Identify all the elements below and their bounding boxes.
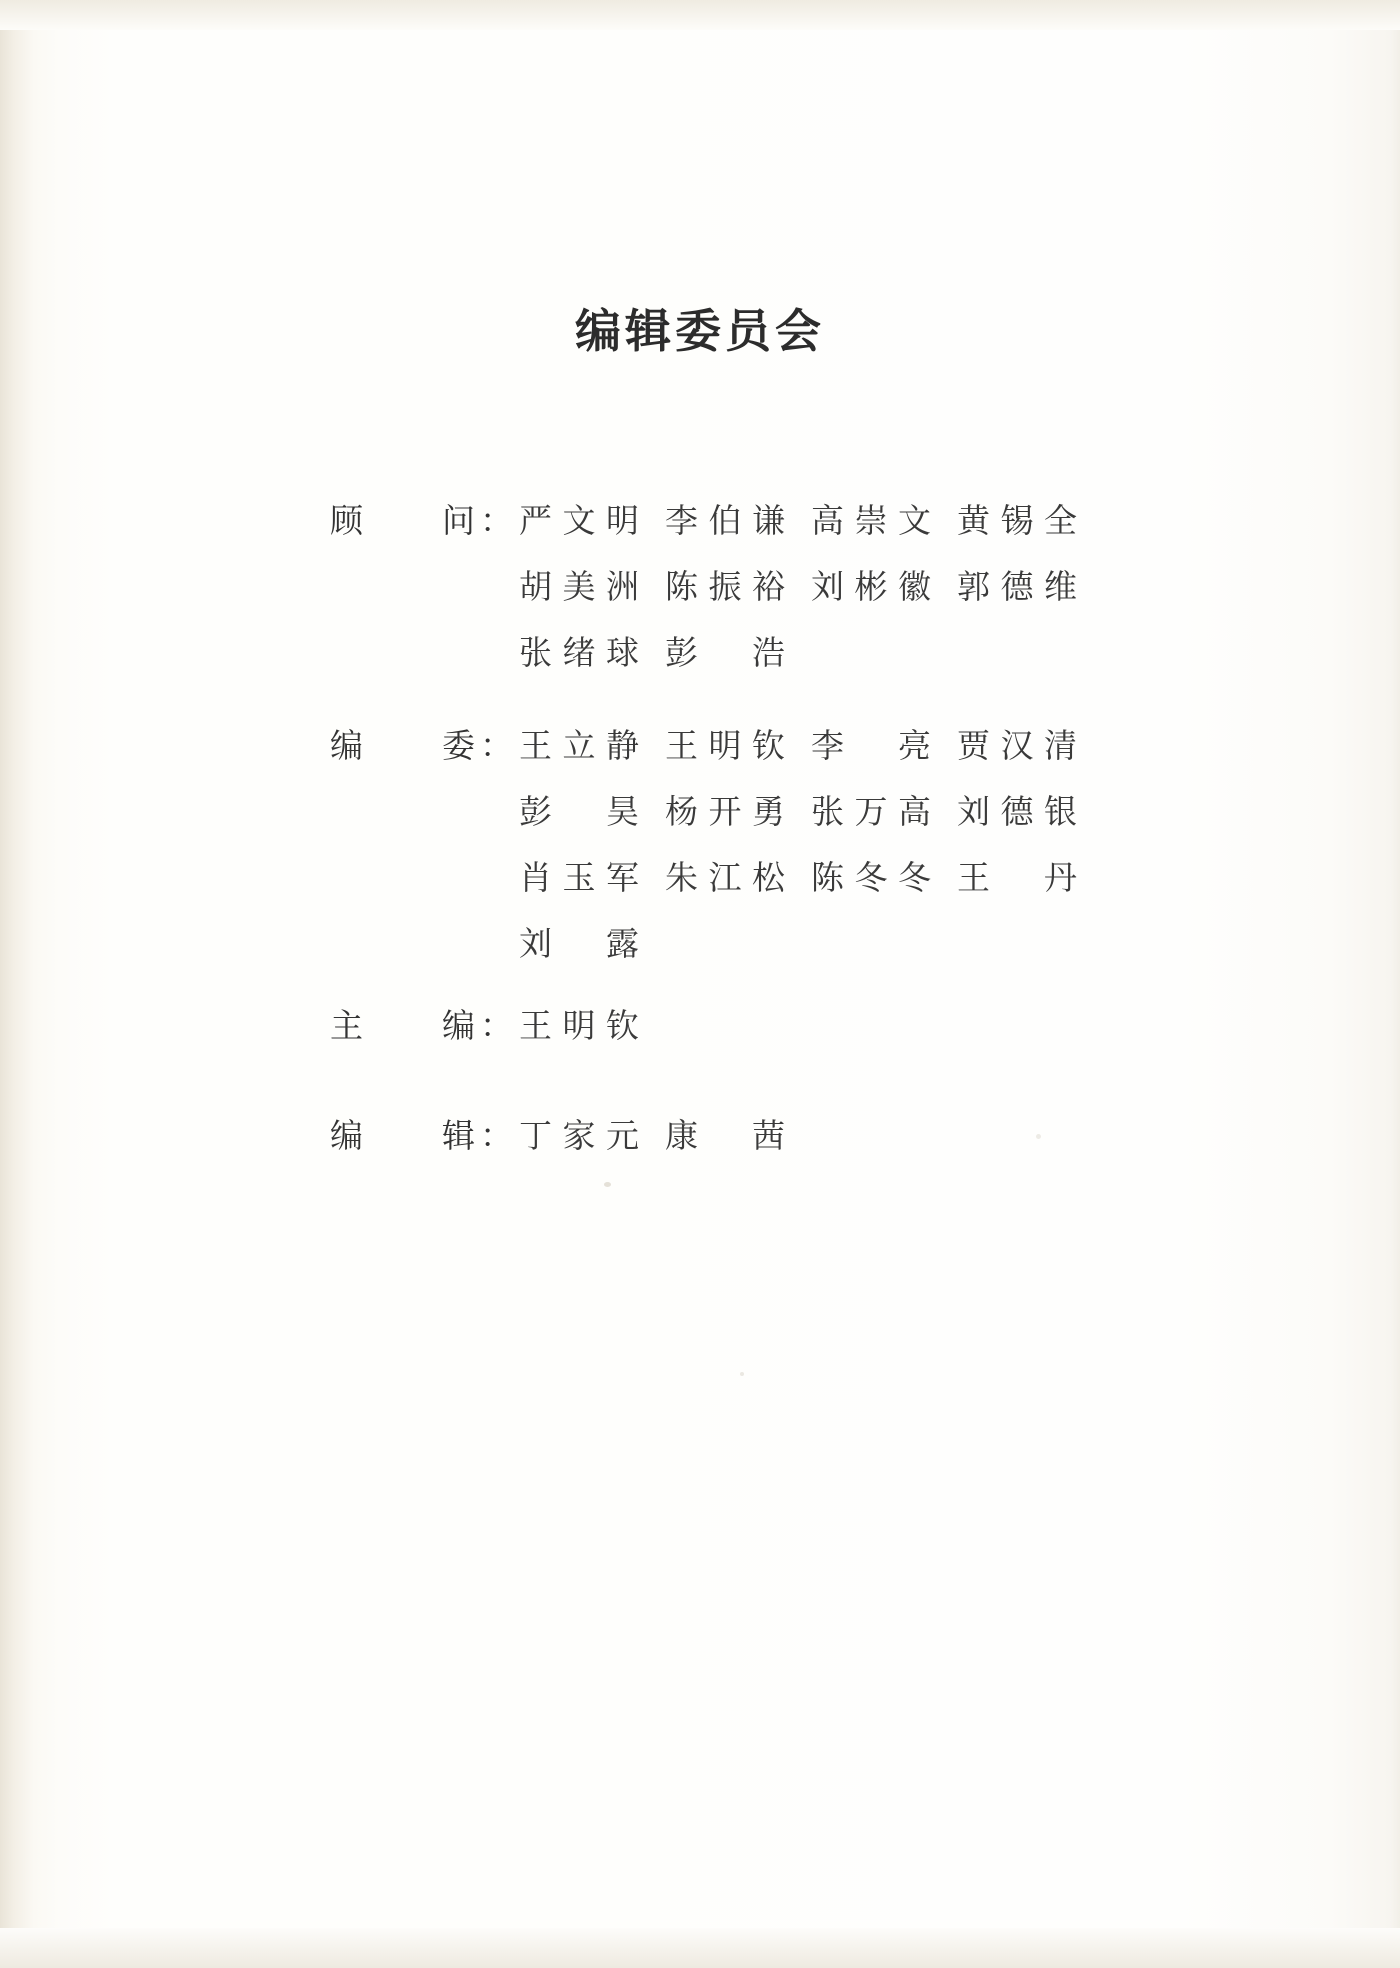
person-name: 杨开勇: [665, 792, 785, 831]
person-name: 彭昊: [519, 792, 639, 831]
section-colon-advisors: ：: [480, 501, 513, 540]
person-name: 彭浩: [665, 633, 785, 672]
section-editorial-board: [330, 720, 1077, 965]
person-name: 高崇文: [811, 501, 931, 540]
section-editors: [330, 1110, 785, 1157]
section-names-editorial-board: [519, 720, 1077, 965]
person-name: 康茜: [665, 1116, 785, 1155]
section-colon-chief-editor: ：: [480, 1006, 513, 1045]
section-label-chief-editor: 主编: [330, 1006, 476, 1045]
person-name: 黄锡全: [957, 501, 1077, 540]
person-name: 张万高: [811, 792, 931, 831]
person-name: 王明钦: [665, 726, 785, 765]
name-row: [519, 852, 1077, 899]
person-name: 王明钦: [519, 1006, 639, 1045]
name-row: [519, 918, 1077, 965]
section-names-advisors: [519, 495, 1077, 674]
section-label-editorial-board: 编委: [330, 726, 476, 765]
person-name: 贾汉清: [957, 726, 1077, 765]
page-title: 编辑委员会: [575, 304, 825, 358]
section-chief-editor: [330, 1000, 639, 1047]
person-name: 陈冬冬: [811, 858, 931, 897]
person-name: 刘彬徽: [811, 567, 931, 606]
person-name: 刘露: [519, 924, 639, 963]
section-advisors: [330, 495, 1077, 674]
person-name: 朱江松: [665, 858, 785, 897]
name-row: [519, 720, 1077, 767]
person-name: 严文明: [519, 501, 639, 540]
person-name: 肖玉军: [519, 858, 639, 897]
person-name: 胡美洲: [519, 567, 639, 606]
name-row: [519, 561, 1077, 608]
person-name: 李伯谦: [665, 501, 785, 540]
section-colon-editors: ：: [480, 1116, 513, 1155]
person-name: 陈振裕: [665, 567, 785, 606]
section-label-editors: 编辑: [330, 1116, 476, 1155]
person-name: 王立静: [519, 726, 639, 765]
scan-speckle: [604, 1182, 611, 1187]
person-name: 王丹: [957, 858, 1077, 897]
person-name: 郭德维: [957, 567, 1077, 606]
section-label-advisors: 顾问: [330, 501, 476, 540]
section-colon-editorial-board: ：: [480, 726, 513, 765]
person-name: 李亮: [811, 726, 931, 765]
section-names-editors: [519, 1110, 785, 1157]
section-names-chief-editor: [519, 1000, 639, 1047]
person-name: 丁家元: [519, 1116, 639, 1155]
scan-speckle: [740, 1372, 744, 1376]
person-name: 张绪球: [519, 633, 639, 672]
scan-speckle: [1036, 1134, 1041, 1139]
name-row: [519, 627, 1077, 674]
name-row: [519, 1110, 785, 1157]
person-name: 刘德银: [957, 792, 1077, 831]
name-row: [519, 1000, 639, 1047]
name-row: [519, 786, 1077, 833]
name-row: [519, 495, 1077, 542]
